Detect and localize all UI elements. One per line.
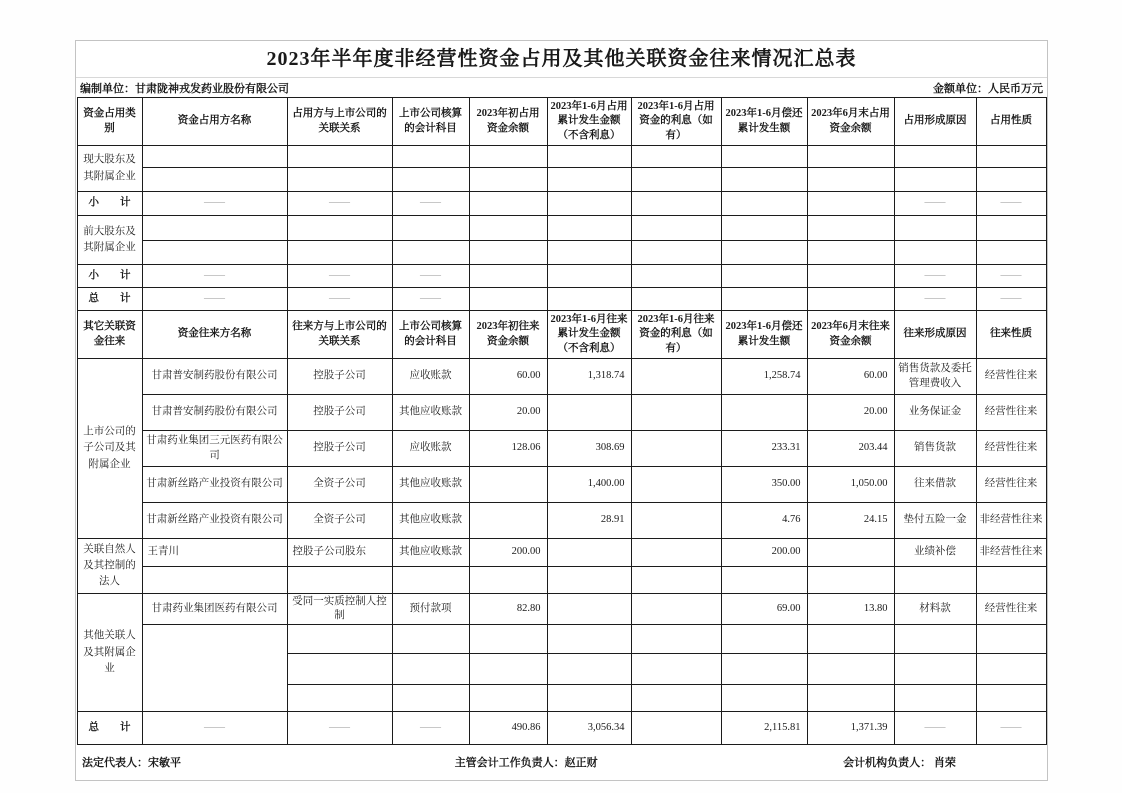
amount-repaid-cell — [721, 395, 807, 431]
empty-cell — [469, 685, 547, 712]
related-header-cell: 2023年1-6月偿还累计发生额 — [721, 311, 807, 359]
empty-cell — [392, 216, 469, 241]
unit-label: 金额单位：人民币万元 — [933, 83, 1043, 95]
relation-cell: 受同一实质控制人控制 — [287, 594, 392, 625]
empty-cell — [547, 265, 631, 288]
dash-cell: —— — [894, 288, 976, 311]
empty-cell — [721, 685, 807, 712]
empty-cell — [807, 625, 894, 654]
empty-cell — [469, 146, 547, 168]
empty-cell — [976, 241, 1046, 265]
account-cell: 应收账款 — [392, 431, 469, 467]
dash-cell: —— — [894, 265, 976, 288]
empty-cell — [142, 567, 287, 594]
empty-cell — [721, 654, 807, 685]
empty-cell — [469, 654, 547, 685]
empty-cell — [469, 216, 547, 241]
amount-repaid-cell: 69.00 — [721, 594, 807, 625]
related-header-cell: 资金往来方名称 — [142, 311, 287, 359]
data-row — [77, 467, 1046, 503]
data-row — [77, 594, 1046, 625]
occupation-header-cell: 占用方与上市公司的关联关系 — [287, 98, 392, 146]
empty-cell — [547, 192, 631, 216]
subtotal-label: 小 计 — [77, 265, 142, 288]
nature-cell: 非经营性往来 — [976, 503, 1046, 539]
empty-cell — [631, 216, 721, 241]
total-begin-cell: 490.86 — [469, 712, 547, 745]
empty-cell — [631, 241, 721, 265]
empty-cell — [976, 168, 1046, 192]
subtotal-row — [77, 192, 1046, 216]
empty-cell — [631, 146, 721, 168]
empty-cell — [547, 288, 631, 311]
empty-cell — [469, 288, 547, 311]
occupation-header-cell: 2023年1-6月占用资金的利息（如有） — [631, 98, 721, 146]
empty-cell — [894, 625, 976, 654]
amount-repaid-cell: 350.00 — [721, 467, 807, 503]
account-cell: 其他应收账款 — [392, 467, 469, 503]
relation-cell: 控股子公司 — [287, 359, 392, 395]
dash-cell: —— — [142, 288, 287, 311]
empty-cell — [469, 625, 547, 654]
amount-end-cell: 20.00 — [807, 395, 894, 431]
reason-cell: 业绩补偿 — [894, 539, 976, 567]
total-end-cell: 1,371.39 — [807, 712, 894, 745]
empty-cell — [721, 216, 807, 241]
total-interest-cell — [631, 712, 721, 745]
empty-cell — [392, 654, 469, 685]
related-header-cell: 2023年6月末往来资金余额 — [807, 311, 894, 359]
empty-cell — [631, 192, 721, 216]
reason-cell: 往来借款 — [894, 467, 976, 503]
occupation-header-cell: 2023年6月末占用资金余额 — [807, 98, 894, 146]
empty-cell — [894, 241, 976, 265]
empty-cell — [631, 265, 721, 288]
empty-cell — [631, 625, 721, 654]
amount-end-cell: 203.44 — [807, 431, 894, 467]
occupation-header-cell: 占用性质 — [976, 98, 1046, 146]
dash-cell: —— — [392, 265, 469, 288]
empty-cell — [894, 146, 976, 168]
empty-cell — [392, 625, 469, 654]
dash-cell: —— — [142, 192, 287, 216]
amount-interest-cell — [631, 431, 721, 467]
amount-end-cell: 1,050.00 — [807, 467, 894, 503]
signature-row — [76, 745, 1047, 775]
empty-cell — [894, 216, 976, 241]
data-row — [77, 395, 1046, 431]
empty-cell — [547, 685, 631, 712]
group-label-subsidiaries: 上市公司的子公司及其附属企业 — [77, 359, 142, 539]
empty-cell — [807, 288, 894, 311]
empty-cell — [287, 654, 392, 685]
table-row — [77, 168, 1046, 192]
nature-cell: 经营性往来 — [976, 395, 1046, 431]
name-cell: 甘肃新丝路产业投资有限公司 — [142, 467, 287, 503]
empty-cell — [976, 146, 1046, 168]
empty-cell — [807, 168, 894, 192]
related-header-cell: 2023年1-6月往来资金的利息（如有） — [631, 311, 721, 359]
related-total-row — [77, 712, 1046, 745]
occupation-header-cell: 2023年1-6月占用累计发生金额（不含利息） — [547, 98, 631, 146]
dash-cell: —— — [894, 712, 976, 745]
dash-cell: —— — [976, 288, 1046, 311]
empty-cell — [807, 241, 894, 265]
amount-repaid-cell: 200.00 — [721, 539, 807, 567]
empty-cell — [894, 685, 976, 712]
total-label: 总 计 — [77, 288, 142, 311]
empty-cell — [976, 625, 1046, 654]
empty-cell — [547, 216, 631, 241]
empty-cell — [287, 168, 392, 192]
empty-cell — [807, 654, 894, 685]
empty-cell — [721, 567, 807, 594]
empty-cell — [894, 168, 976, 192]
empty-cell — [469, 192, 547, 216]
dash-cell: —— — [287, 712, 392, 745]
group-label-natural-persons: 关联自然人及其控制的法人 — [77, 539, 142, 594]
amount-accrued-cell — [547, 539, 631, 567]
empty-cell — [469, 168, 547, 192]
occupation-header-cell: 2023年1-6月偿还累计发生额 — [721, 98, 807, 146]
dash-cell: —— — [976, 265, 1046, 288]
empty-cell — [287, 146, 392, 168]
empty-cell — [807, 146, 894, 168]
empty-cell — [807, 685, 894, 712]
amount-accrued-cell: 28.91 — [547, 503, 631, 539]
empty-cell — [721, 241, 807, 265]
empty-cell — [392, 685, 469, 712]
empty-cell — [721, 146, 807, 168]
relation-cell: 全资子公司 — [287, 503, 392, 539]
empty-cell — [807, 192, 894, 216]
dash-cell: —— — [142, 265, 287, 288]
dash-cell: —— — [976, 712, 1046, 745]
amount-interest-cell — [631, 539, 721, 567]
prepared-by-label: 编制单位：甘肃陇神戎发药业股份有限公司 — [80, 83, 289, 95]
empty-cell — [469, 567, 547, 594]
related-header-cell: 往来性质 — [976, 311, 1046, 359]
name-cell: 王青川 — [142, 539, 287, 567]
data-row — [77, 503, 1046, 539]
amount-interest-cell — [631, 395, 721, 431]
empty-cell — [976, 685, 1046, 712]
summary-table — [77, 97, 1047, 745]
amount-accrued-cell — [547, 594, 631, 625]
occupation-header-cell: 占用形成原因 — [894, 98, 976, 146]
nature-cell: 经营性往来 — [976, 467, 1046, 503]
empty-cell — [469, 241, 547, 265]
relation-cell: 全资子公司 — [287, 467, 392, 503]
legal-representative-label: 法定代表人：宋敏平 — [82, 757, 181, 770]
empty-cell — [807, 265, 894, 288]
reason-cell: 销售货款及委托管理费收入 — [894, 359, 976, 395]
page-title: 2023年半年度非经营性资金占用及其他关联资金往来情况汇总表 — [76, 41, 1047, 78]
reason-cell: 垫付五险一金 — [894, 503, 976, 539]
empty-cell — [392, 241, 469, 265]
amount-begin-cell: 82.80 — [469, 594, 547, 625]
amount-begin-cell: 60.00 — [469, 359, 547, 395]
occupation-header-cell: 资金占用方名称 — [142, 98, 287, 146]
nature-cell: 非经营性往来 — [976, 539, 1046, 567]
amount-repaid-cell: 233.31 — [721, 431, 807, 467]
occupation-category-header: 资金占用类别 — [77, 98, 142, 146]
empty-cell — [721, 265, 807, 288]
empty-cell — [721, 288, 807, 311]
account-cell: 预付款项 — [392, 594, 469, 625]
related-header-cell: 往来形成原因 — [894, 311, 976, 359]
empty-cell — [547, 625, 631, 654]
empty-cell — [142, 241, 287, 265]
table-row — [77, 216, 1046, 241]
amount-end-cell — [807, 539, 894, 567]
account-cell: 其他应收账款 — [392, 503, 469, 539]
data-row — [77, 431, 1046, 467]
amount-end-cell: 60.00 — [807, 359, 894, 395]
data-row — [77, 539, 1046, 567]
dash-cell: —— — [287, 265, 392, 288]
related-header-row — [77, 311, 1046, 359]
empty-cell — [976, 654, 1046, 685]
empty-cell — [631, 168, 721, 192]
amount-end-cell: 24.15 — [807, 503, 894, 539]
name-cell: 甘肃新丝路产业投资有限公司 — [142, 503, 287, 539]
group-label-former-shareholder: 前大股东及其附属企业 — [77, 216, 142, 265]
empty-cell — [894, 567, 976, 594]
amount-repaid-cell: 4.76 — [721, 503, 807, 539]
dash-cell: —— — [894, 192, 976, 216]
empty-cell — [547, 654, 631, 685]
report-sheet — [75, 40, 1048, 781]
amount-accrued-cell — [547, 395, 631, 431]
empty-cell — [392, 146, 469, 168]
amount-accrued-cell: 1,318.74 — [547, 359, 631, 395]
group-label-other-related: 其他关联人及其附属企业 — [77, 594, 142, 712]
subtotal-row — [77, 265, 1046, 288]
relation-cell: 控股子公司 — [287, 395, 392, 431]
amount-interest-cell — [631, 359, 721, 395]
reason-cell: 业务保证金 — [894, 395, 976, 431]
amount-begin-cell: 20.00 — [469, 395, 547, 431]
reason-cell: 销售货款 — [894, 431, 976, 467]
nature-cell: 经营性往来 — [976, 431, 1046, 467]
empty-cell — [547, 168, 631, 192]
dash-cell: —— — [287, 288, 392, 311]
empty-cell — [287, 241, 392, 265]
dash-cell: —— — [392, 192, 469, 216]
table-row — [77, 625, 1046, 654]
amount-begin-cell — [469, 503, 547, 539]
relation-cell: 控股子公司股东 — [287, 539, 392, 567]
empty-cell — [287, 216, 392, 241]
account-cell: 其他应收账款 — [392, 395, 469, 431]
related-header-cell: 2023年1-6月往来累计发生金额（不含利息） — [547, 311, 631, 359]
name-cell: 甘肃普安制药股份有限公司 — [142, 395, 287, 431]
chief-accounting-officer-label: 主管会计工作负责人：赵正财 — [454, 757, 598, 770]
empty-cell — [547, 241, 631, 265]
empty-cell — [721, 625, 807, 654]
empty-cell — [287, 625, 392, 654]
total-repaid-cell: 2,115.81 — [721, 712, 807, 745]
occupation-total-row — [77, 288, 1046, 311]
dash-cell: —— — [392, 288, 469, 311]
empty-cell — [287, 567, 392, 594]
empty-cell — [469, 265, 547, 288]
empty-cell — [976, 216, 1046, 241]
related-category-header: 其它关联资金往来 — [77, 311, 142, 359]
table-row — [77, 146, 1046, 168]
amount-end-cell: 13.80 — [807, 594, 894, 625]
empty-cell — [392, 567, 469, 594]
empty-cell — [631, 654, 721, 685]
dash-cell: —— — [142, 712, 287, 745]
nature-cell: 经营性往来 — [976, 359, 1046, 395]
total-accrued-cell: 3,056.34 — [547, 712, 631, 745]
related-header-cell: 往来方与上市公司的关联关系 — [287, 311, 392, 359]
empty-cell — [807, 567, 894, 594]
info-row — [76, 78, 1047, 97]
amount-interest-cell — [631, 503, 721, 539]
table-row — [77, 567, 1046, 594]
reason-cell: 材料款 — [894, 594, 976, 625]
empty-cell — [142, 168, 287, 192]
occupation-header-cell: 2023年初占用资金余额 — [469, 98, 547, 146]
accounting-dept-head-label: 会计机构负责人： 肖荣 — [843, 757, 956, 770]
related-header-cell: 2023年初往来资金余额 — [469, 311, 547, 359]
amount-begin-cell: 128.06 — [469, 431, 547, 467]
empty-cell — [631, 685, 721, 712]
empty-cell — [807, 216, 894, 241]
amount-begin-cell: 200.00 — [469, 539, 547, 567]
empty-cell — [631, 288, 721, 311]
account-cell: 其他应收账款 — [392, 539, 469, 567]
amount-interest-cell — [631, 467, 721, 503]
related-header-cell: 上市公司核算的会计科目 — [392, 311, 469, 359]
empty-cell — [721, 192, 807, 216]
empty-cell — [721, 168, 807, 192]
empty-cell — [547, 146, 631, 168]
amount-accrued-cell: 1,400.00 — [547, 467, 631, 503]
data-row — [77, 359, 1046, 395]
dash-cell: —— — [976, 192, 1046, 216]
empty-cell — [894, 654, 976, 685]
occupation-header-cell: 上市公司核算的会计科目 — [392, 98, 469, 146]
group-label-current-shareholder: 现大股东及其附属企业 — [77, 146, 142, 192]
nature-cell: 经营性往来 — [976, 594, 1046, 625]
empty-cell — [976, 567, 1046, 594]
relation-cell: 控股子公司 — [287, 431, 392, 467]
merged-empty-name-cell — [142, 625, 287, 712]
amount-accrued-cell: 308.69 — [547, 431, 631, 467]
occupation-header-row — [77, 98, 1046, 146]
name-cell: 甘肃药业集团医药有限公司 — [142, 594, 287, 625]
dash-cell: —— — [287, 192, 392, 216]
amount-begin-cell — [469, 467, 547, 503]
empty-cell — [142, 146, 287, 168]
name-cell: 甘肃药业集团三元医药有限公司 — [142, 431, 287, 467]
table-row — [77, 241, 1046, 265]
amount-interest-cell — [631, 594, 721, 625]
empty-cell — [392, 168, 469, 192]
dash-cell: —— — [392, 712, 469, 745]
empty-cell — [142, 216, 287, 241]
subtotal-label: 小 计 — [77, 192, 142, 216]
empty-cell — [631, 567, 721, 594]
empty-cell — [547, 567, 631, 594]
amount-repaid-cell: 1,258.74 — [721, 359, 807, 395]
name-cell: 甘肃普安制药股份有限公司 — [142, 359, 287, 395]
total-label: 总 计 — [77, 712, 142, 745]
empty-cell — [287, 685, 392, 712]
account-cell: 应收账款 — [392, 359, 469, 395]
